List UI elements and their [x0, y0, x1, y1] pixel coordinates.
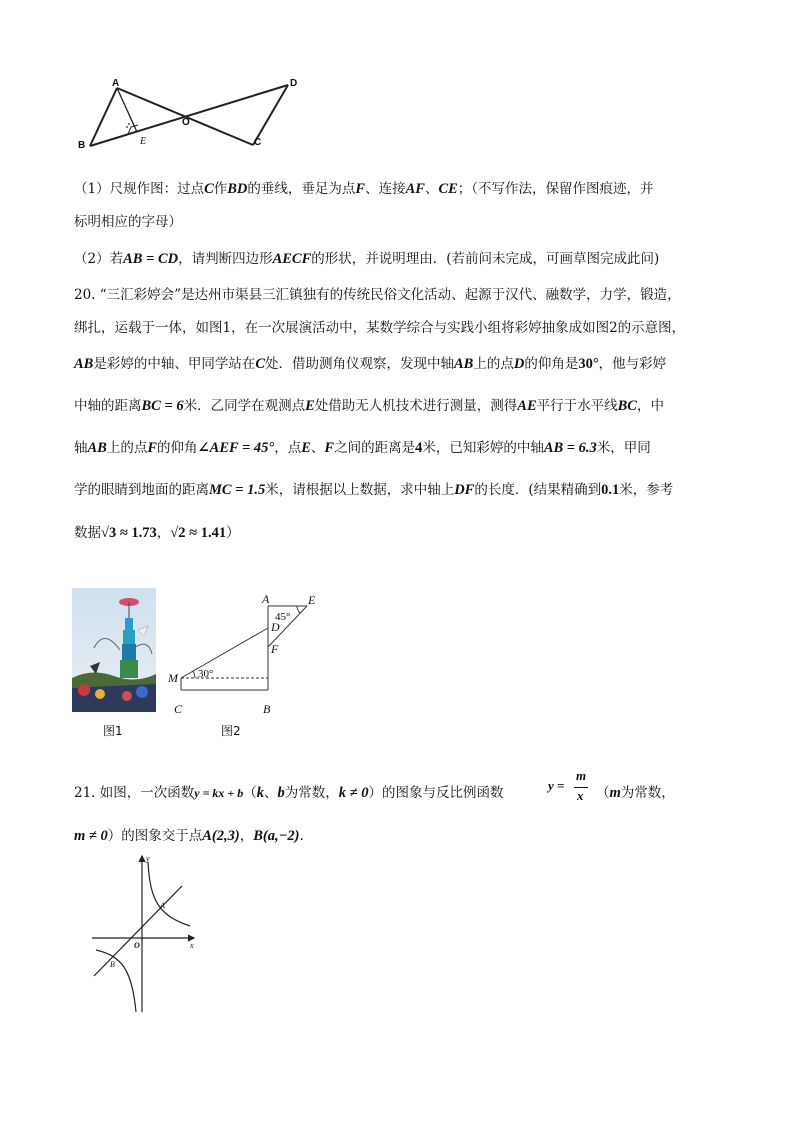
figure-2-schematic — [165, 590, 325, 720]
q21-line1-tail — [596, 782, 675, 804]
figure-2-caption: 图2 — [221, 724, 241, 738]
text: （2）若 — [74, 251, 124, 267]
math-ce: CE — [438, 181, 458, 197]
math-point-b: B(a,−2) — [253, 828, 300, 844]
label-f: F — [271, 642, 279, 656]
q19-part2-line — [74, 248, 659, 270]
text: 、 — [424, 181, 439, 197]
math-f: F — [324, 440, 335, 456]
label-c: C — [254, 137, 262, 148]
text: 处借助无人机技术进行测量，测得 — [314, 398, 518, 414]
label-x: x — [190, 941, 194, 950]
math-af: AF — [405, 181, 425, 197]
math-ab: AB — [74, 356, 94, 372]
text: 的垂线，垂足为点 — [247, 181, 356, 197]
label-a: A — [112, 78, 120, 89]
text: 之间的距离是 — [334, 440, 416, 456]
math-inverse-fraction — [548, 770, 592, 810]
math-b: b — [277, 785, 285, 801]
text: 的形状，并说明理由．(若前问未完成，可画草图完成此问) — [311, 251, 660, 267]
text: （ — [243, 785, 257, 801]
text: 处．借助测角仪观察，发现中轴 — [265, 356, 455, 372]
text: ，他与彩婷 — [598, 356, 667, 372]
angle-arc-30 — [193, 671, 195, 678]
text: 作 — [213, 181, 228, 197]
num-30deg: 30° — [578, 356, 599, 372]
math-y-eq: y = — [548, 778, 565, 793]
label-d: D — [290, 78, 298, 89]
text: ，中 — [636, 398, 664, 414]
figure-1-photo — [72, 588, 156, 712]
text: 米，甲同 — [596, 440, 651, 456]
label-a: A — [160, 901, 165, 910]
num-0-1: 0.1 — [601, 482, 620, 498]
label-m: M — [168, 671, 178, 685]
label-b: B — [110, 960, 115, 969]
text: 米，请根据以上数据，求中轴上 — [265, 482, 455, 498]
label-b: B — [263, 702, 271, 716]
q21-line2 — [74, 825, 304, 847]
math-bd: BD — [227, 181, 248, 197]
text: ）的图象与反比例函数 — [368, 785, 504, 801]
math-bc-eq-6: BC = 6 — [141, 398, 184, 414]
label-b: B — [78, 140, 86, 151]
text: 的长度．(结果精确到 — [474, 482, 602, 498]
math-sqrt2: √2 ≈ 1.41 — [170, 525, 227, 541]
q20-line4 — [74, 395, 664, 417]
math-ab-eq-cd: AB = CD — [123, 251, 179, 267]
text: ） — [226, 525, 240, 541]
text: 、 — [264, 785, 278, 801]
q19-part1-line2: 标明相应的字母） — [74, 214, 182, 230]
text: ）的图象交于点 — [107, 828, 203, 844]
figure-triangles — [70, 70, 310, 155]
math-e: E — [301, 440, 311, 456]
text: （ — [596, 785, 610, 801]
q20-line7 — [74, 522, 240, 544]
text: ，点 — [274, 440, 302, 456]
math-mc-eq-1-5: MC = 1.5 — [209, 482, 266, 498]
text: （1）尺规作图：过点 — [74, 181, 205, 197]
math-m-neq-0: m ≠ 0 — [74, 828, 108, 844]
text: ；（不写作法，保留作图痕迹，并 — [457, 181, 654, 197]
text: 、连接 — [365, 181, 406, 197]
text: 上的点 — [106, 440, 148, 456]
math-denominator: x — [577, 788, 584, 803]
text: 米，已知彩婷的中轴 — [422, 440, 544, 456]
math-bc: BC — [617, 398, 637, 414]
math-linear: y = kx + b — [194, 786, 244, 800]
text: 、 — [310, 440, 325, 456]
q20-line3 — [74, 353, 666, 375]
label-a: A — [262, 592, 270, 606]
text: 为常数， — [284, 785, 339, 801]
math-e: E — [305, 398, 315, 414]
segment-md — [181, 628, 268, 678]
figure-1-caption: 图1 — [103, 724, 123, 738]
math-ab: AB — [454, 356, 474, 372]
text: 的仰角 — [157, 440, 198, 456]
text: 的仰角是 — [524, 356, 579, 372]
angle-45-label: 45° — [275, 611, 291, 623]
hyperbola-q3 — [96, 950, 136, 1012]
num-4: 4 — [415, 440, 423, 456]
q20-line6 — [74, 479, 673, 501]
math-numerator: m — [576, 768, 587, 783]
q21-line1 — [74, 782, 504, 804]
label-d: D — [271, 620, 280, 634]
text: 米．乙同学在观测点 — [183, 398, 306, 414]
text: 轴 — [74, 440, 88, 456]
text: ， — [156, 525, 171, 541]
text: 平行于水平线 — [536, 398, 618, 414]
q20-line2: 绑扎，运载于一体，如图1，在一次展演活动中，某数学综合与实践小组将彩婷抽象成如图2的示意图， — [74, 320, 686, 336]
label-y: y — [146, 854, 150, 863]
math-c: C — [255, 356, 266, 372]
linear-line — [94, 886, 182, 976]
math-sqrt3: √3 ≈ 1.73 — [101, 525, 157, 541]
math-m: m — [609, 785, 621, 801]
label-e: E — [308, 593, 316, 607]
text: 21. 如图，一次函数 — [74, 785, 195, 801]
text: 米，参考 — [619, 482, 674, 498]
math-ae: AE — [517, 398, 537, 414]
math-df: DF — [454, 482, 475, 498]
math-ab: AB — [87, 440, 107, 456]
q20-line5 — [74, 437, 651, 459]
math-point-a: A(2,3) — [202, 828, 240, 844]
label-e: E — [140, 136, 147, 147]
text: 数据 — [74, 525, 101, 541]
label-o: O — [182, 117, 190, 128]
q19-part1-line1 — [74, 178, 654, 200]
text: ， — [239, 828, 254, 844]
hyperbola-q1 — [148, 862, 190, 926]
math-k: k — [256, 785, 265, 801]
math-aecf: AECF — [272, 251, 312, 267]
math-d: D — [513, 356, 525, 372]
text: 是彩婷的中轴、甲同学站在 — [93, 356, 256, 372]
math-k-neq-0: k ≠ 0 — [338, 785, 369, 801]
math-f: F — [147, 440, 158, 456]
segment-ab — [90, 88, 117, 146]
text: 学的眼睛到地面的距离 — [74, 482, 209, 498]
math-c: C — [204, 181, 214, 197]
q20-line1: 20. “三汇彩婷会”是达州市渠县三汇镇独有的传统民俗文化活动、起源于汉代、融数学，力学，锻造， — [74, 287, 681, 303]
math-ab-eq-6-3: AB = 6.3 — [543, 440, 597, 456]
text: 上的点 — [473, 356, 514, 372]
math-f: F — [355, 181, 366, 197]
figure-function-graph — [86, 852, 202, 1016]
text: . — [299, 828, 304, 844]
label-c: C — [174, 702, 183, 716]
angle-arc-45 — [297, 606, 300, 613]
text: 中轴的距离 — [74, 398, 142, 414]
text: 为常数， — [620, 785, 675, 801]
label-o: O — [134, 941, 140, 950]
math-angle-aef: ∠AEF = 45° — [197, 440, 275, 456]
angle-30-label: 30° — [198, 668, 214, 680]
text: ，请判断四边形 — [178, 251, 273, 267]
